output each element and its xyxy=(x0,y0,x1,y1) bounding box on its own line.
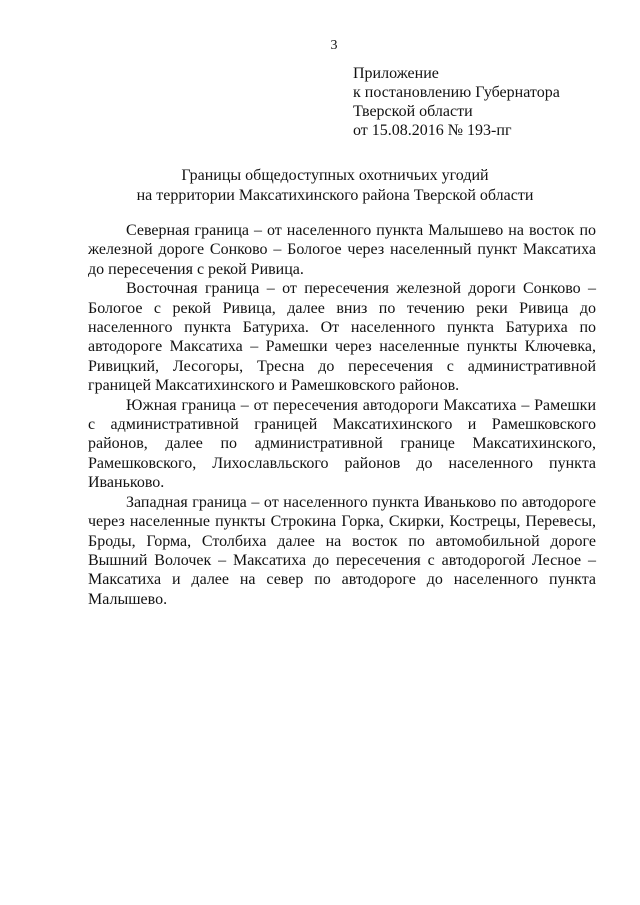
western-border-paragraph: Западная граница – от населенного пункта Иваньково по автодороге через населенные пункты Строкина Горка, Скирки, Кострецы, Перевесы, Броды, Горма, Столбиха далее на восток по автомобильной дороге Вышний Волочек – Максатиха до пересечения с автодорогой Лесное – Максатиха и далее на север по автодороге до населенного пункта Малышево. xyxy=(88,493,596,608)
document-body xyxy=(88,221,596,609)
title-line: Границы общедоступных охотничьих угодий xyxy=(181,167,489,184)
document-title xyxy=(88,166,582,206)
appendix-line: Тверской области xyxy=(353,103,473,120)
appendix-line: к постановлению Губернатора xyxy=(353,84,560,101)
title-line: на территории Максатихинского района Тверской области xyxy=(136,187,534,204)
appendix-line: Приложение xyxy=(353,65,439,82)
appendix-header xyxy=(353,64,560,140)
page-number: 3 xyxy=(330,38,338,53)
southern-border-paragraph: Южная граница – от пересечения автодороги Максатиха – Рамешки с административной границей Максатихинского и Рамешковского районов, далее по административной границе Максатихинского, Рамешковского, Лихославльского районов до населенного пункта Иваньково. xyxy=(88,396,596,492)
northern-border-paragraph: Северная граница – от населенного пункта Малышево на восток по железной дороге Сонково – Бологое через населенный пункт Максатиха до пересечения с рекой Ривица. xyxy=(88,222,596,278)
eastern-border-paragraph: Восточная граница – от пересечения железной дороги Сонково – Бологое с рекой Ривица, далее вниз по течению реки Ривица до населенного пункта Батуриха. От населенного пункта Батуриха по автодороге Максатиха – Рамешки через населенные пункты Ключевка, Ривицкий, Лесогоры, Тресна до пересечения с административной границей Максатихинского и Рамешковского районов. xyxy=(88,280,596,395)
appendix-date-number: от 15.08.2016 № 193-пг xyxy=(353,122,512,139)
